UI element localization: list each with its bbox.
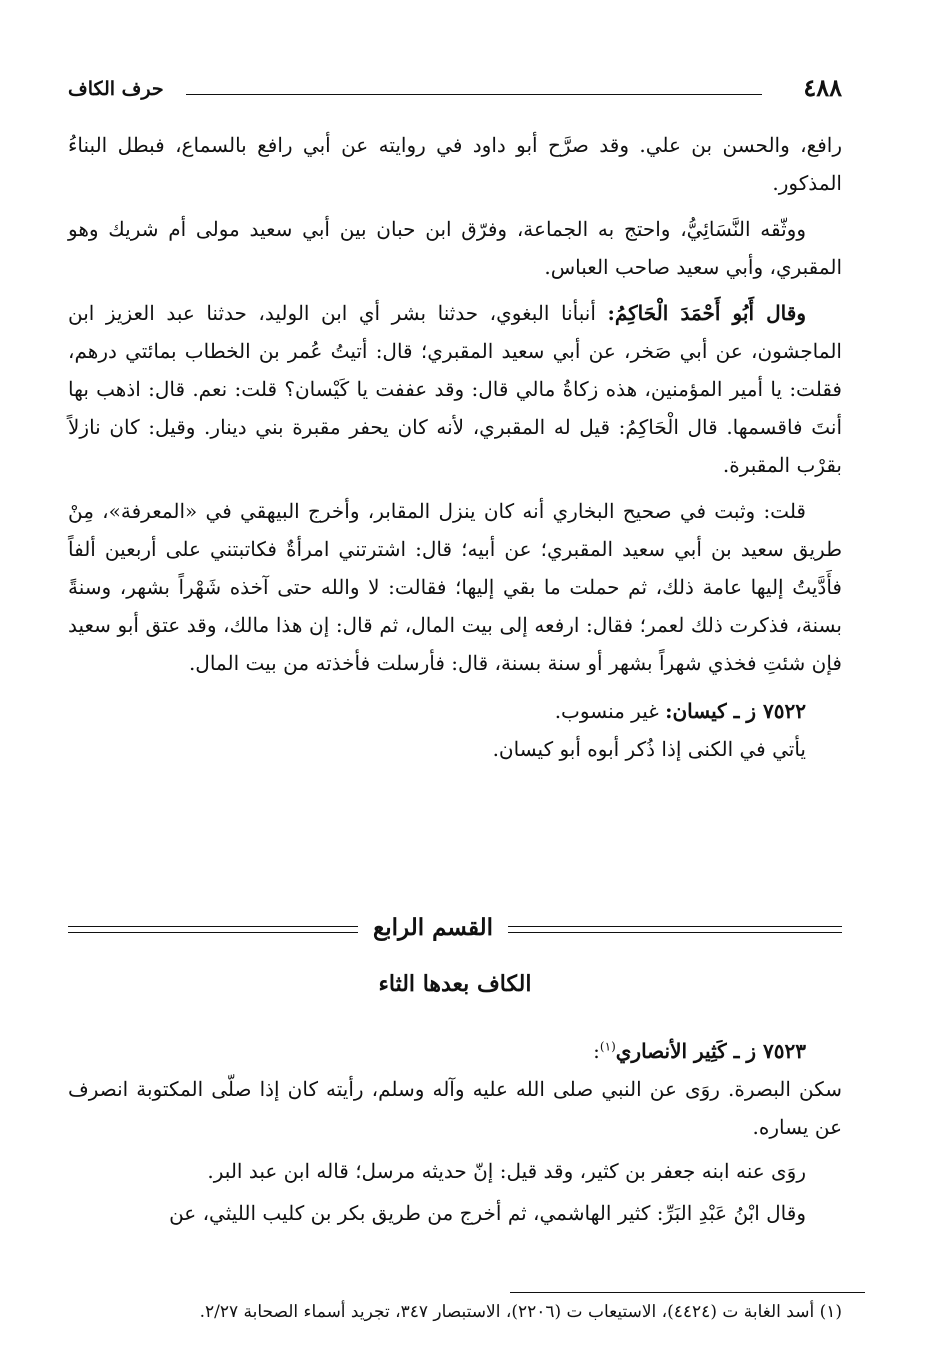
paragraph: رافع، والحسن بن علي. وقد صرَّح أبو داود في روايته عن أبي رافع بالسماع، فبطل البناءُ المذكور. [68, 133, 843, 195]
running-header [68, 72, 842, 108]
entry-heading: ٧٥٢٣ ز ـ كَثِير الأنصاري [615, 1039, 806, 1063]
header-rule [186, 94, 762, 95]
paragraph: ووثّقه النَّسَائِيُّ، واحتج به الجماعة، وفرّق ابن حبان بين أبي سعيد مولى أم شريك وهو المقبري، وأبي سعيد صاحب العباس. [68, 217, 842, 279]
main-text-block [68, 126, 842, 768]
entry-7522 [68, 692, 842, 730]
page-number: ٤٨٨ [803, 73, 842, 102]
paragraph: سكن البصرة. روَى عن النبي صلى الله عليه وآله وسلم، رأيته كان إذا صلّى المكتوبة انصرف عن يساره. [68, 1077, 842, 1139]
entry-heading-tail: غير منسوب. [554, 699, 666, 723]
paragraph [68, 294, 842, 484]
double-rule [508, 926, 842, 933]
paragraph: وقال ابْنُ عَبْدِ البَرِّ: كثير الهاشمي، ثم أخرج من طريق بكر بن كليب الليثي، عن [169, 1201, 806, 1225]
paragraph: قلت: وثبت في صحيح البخاري أنه كان ينزل المقابر، وأخرج البيهقي في «المعرفة»، مِنْ طريق سعيد بن أبي سعيد المقبري؛ عن أبيه؛ قال: اشترتني امرأةٌ فكاتبتني على أربعين ألفاً فأَدَّيتُ إليها عامة ذلك، ثم حملت ما بقي إليها؛ فقالت: لا والله حتى آخذه شَهْراً بشهر، وسنةً بسنة، فذكرت ذلك لعمر؛ فقال: ارفعه إلى بيت المال، ثم قال: إن هذا مالك، وقد عتق أبو سعيد فإن شئتِ فخذي شهراً بشهر أو سنة بسنة، قال: فأرسلت فأخذته من بيت المال. [68, 499, 842, 675]
footnote: (١) أسد الغابة ت (٤٤٢٤)، الاستيعاب ت (٢٢٠٦)، الاستبصار ٣٤٧، تجريد أسماء الصحابة ٢/٢٧. [199, 1302, 842, 1322]
double-rule [68, 926, 358, 933]
running-title: حرف الكاف [68, 78, 164, 100]
footnote-reference: (١) [599, 1039, 616, 1054]
subsection-title: الكاف بعدها الثاء [378, 971, 532, 997]
paragraph-body: أنبأنا البغوي، حدثنا بشر أي ابن الوليد، حدثنا عبد العزيز ابن الماجشون، عن أبي صَخر، عن أبي سعيد المقبري؛ قال: أتيتُ عُمر بن الخطاب بمائتي درهم، فقلت: يا أمير المؤمنين، هذه زكاةُ مالي قال: وقد عففت يا كَيْسان؟ قلت: نعم. قال: اذهب بها أنتَ فاقسمها. قال الْحَاكِمُ: قيل له المقبري، لأنه كان يحفر مقبرة بني دينار. وقيل: كان نازلاً بقرْب المقبرة. [68, 301, 842, 477]
entry-heading-line [68, 1032, 842, 1070]
entry-7523-block [68, 1032, 842, 1232]
entry-heading: ٧٥٢٢ ز ـ كيسان: [665, 699, 806, 723]
quoted-authority: وقال أَبُو أَحْمَدَ الْحَاكِمُ: [607, 301, 806, 325]
section-divider [68, 910, 842, 950]
entry-heading-tail: : [593, 1039, 600, 1063]
paragraph: روَى عنه ابنه جعفر بن كثير، وقد قيل: إنّ حديثه مرسل؛ قاله ابن عبد البر. [207, 1159, 806, 1183]
section-title: القسم الرابع [373, 914, 493, 941]
entry-note: يأتي في الكنى إذا ذُكر أبوه أبو كيسان. [492, 737, 806, 761]
footnote-rule [510, 1292, 865, 1293]
